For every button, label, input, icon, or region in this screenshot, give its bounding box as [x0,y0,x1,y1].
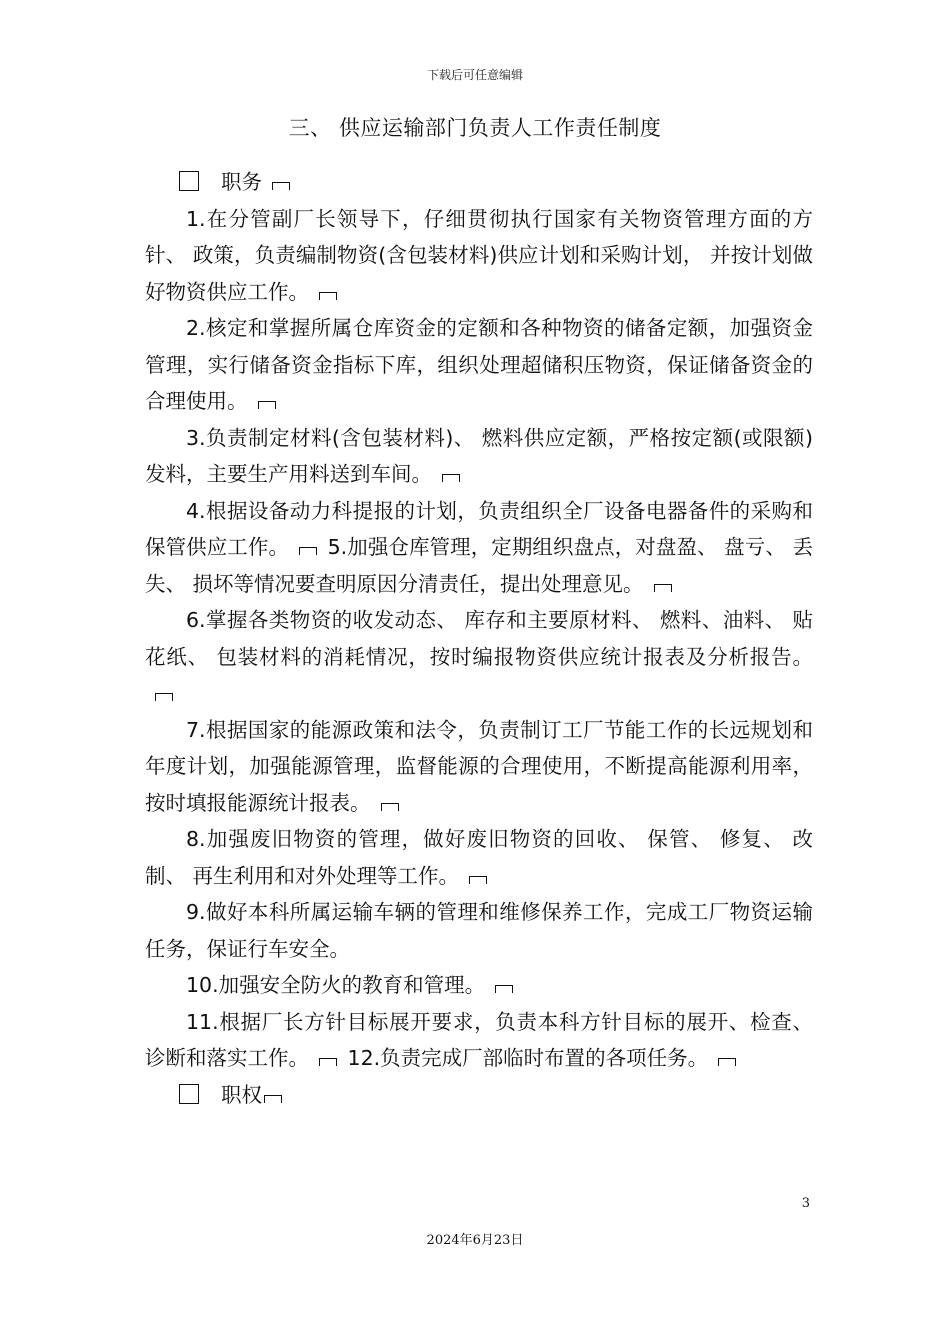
paragraph-mark-icon [718,1058,736,1066]
duties-section-heading [145,164,813,201]
duties-heading-text: 职务 [221,170,262,194]
duty-paragraph-10 [145,967,813,1004]
page-number: 3 [801,1196,810,1211]
duty-paragraph-9 [145,894,813,967]
paragraph-mark-icon [258,401,276,409]
document-title: 三、 供应运输部门负责人工作责任制度 [288,116,662,140]
duty-paragraph-3 [145,420,813,493]
duty-text-1: 1.在分管副厂长领导下，仔细贯彻执行国家有关物资管理方面的方针、 政策，负责编制物资(含包装材料)供应计划和采购计划， 并按计划做好物资供应工作。 [145,206,813,304]
paragraph-mark-icon [654,584,672,592]
duty-text-12: 12.负责完成厂部临时布置的各项任务。 [347,1046,709,1070]
duty-paragraph-7 [145,712,813,822]
powers-section-heading [145,1077,813,1114]
duty-text-8: 8.加强废旧物资的管理，做好废旧物资的回收、 保管、 修复、 改制、 再生利用和对外处理等工作。 [145,827,813,888]
footer-date: 2024年6月23日 [426,1233,524,1248]
paragraph-mark-icon [319,292,337,300]
duty-paragraph-8 [145,821,813,894]
checkbox-square-icon [179,1084,199,1104]
duty-text-2: 2.核定和掌握所属仓库资金的定额和各种物资的储备定额，加强资金管理，实行储备资金指标下库，组织处理超储积压物资，保证储备资金的合理使用。 [145,316,813,413]
duty-paragraph-1 [145,201,813,311]
duty-paragraph-11-12 [145,1004,813,1077]
document-body [145,164,813,1113]
duty-text-4: 4.根据设备动力科提报的计划，负责组织全厂设备电器备件的采购和保管供应工作。 [145,498,813,559]
paragraph-mark-icon [469,876,487,884]
paragraph-mark-icon [299,547,317,555]
paragraph-mark-icon [495,985,513,993]
duty-text-7: 7.根据国家的能源政策和法令，负责制订工厂节能工作的长远规划和年度计划，加强能源管理，监督能源的合理使用，不断提高能源利用率，按时填报能源统计报表。 [145,717,813,815]
paragraph-mark-icon [381,803,399,811]
paragraph-mark-icon [264,1095,282,1103]
paragraph-mark-icon [442,474,460,482]
duty-text-5: 5.加强仓库管理，定期组织盘点，对盘盈、 盘亏、 丢失、 损坏等情况要查明原因分清责任，提出处理意见。 [145,535,813,596]
duty-paragraph-6 [145,602,813,712]
powers-heading-text: 职权 [221,1082,262,1107]
checkbox-square-icon [179,171,199,191]
paragraph-mark-icon [155,693,173,701]
header-note: 下载后可任意编辑 [426,68,523,82]
duty-text-3: 3.负责制定材料(含包装材料)、 燃料供应定额，严格按定额(或限额)发料，主要生产用料送到车间。 [145,425,813,486]
duty-text-10: 10.加强安全防火的教育和管理。 [186,973,486,997]
duty-text-6: 6.掌握各类物资的收发动态、 库存和主要原材料、 燃料、油料、 贴花纸、 包装材料的消耗情况，按时编报物资供应统计报表及分析报告。 [145,608,813,669]
duty-paragraph-4-5 [145,493,813,603]
duty-paragraph-2 [145,310,813,420]
duty-text-11: 11.根据厂长方针目标展开要求，负责本科方针目标的展开、检查、 诊断和落实工作。 [145,1009,813,1070]
paragraph-mark-icon [319,1058,337,1066]
duty-text-9: 9.做好本科所属运输车辆的管理和维修保养工作，完成工厂物资运输任务，保证行车安全。 [145,900,813,961]
paragraph-mark-icon [272,182,290,190]
